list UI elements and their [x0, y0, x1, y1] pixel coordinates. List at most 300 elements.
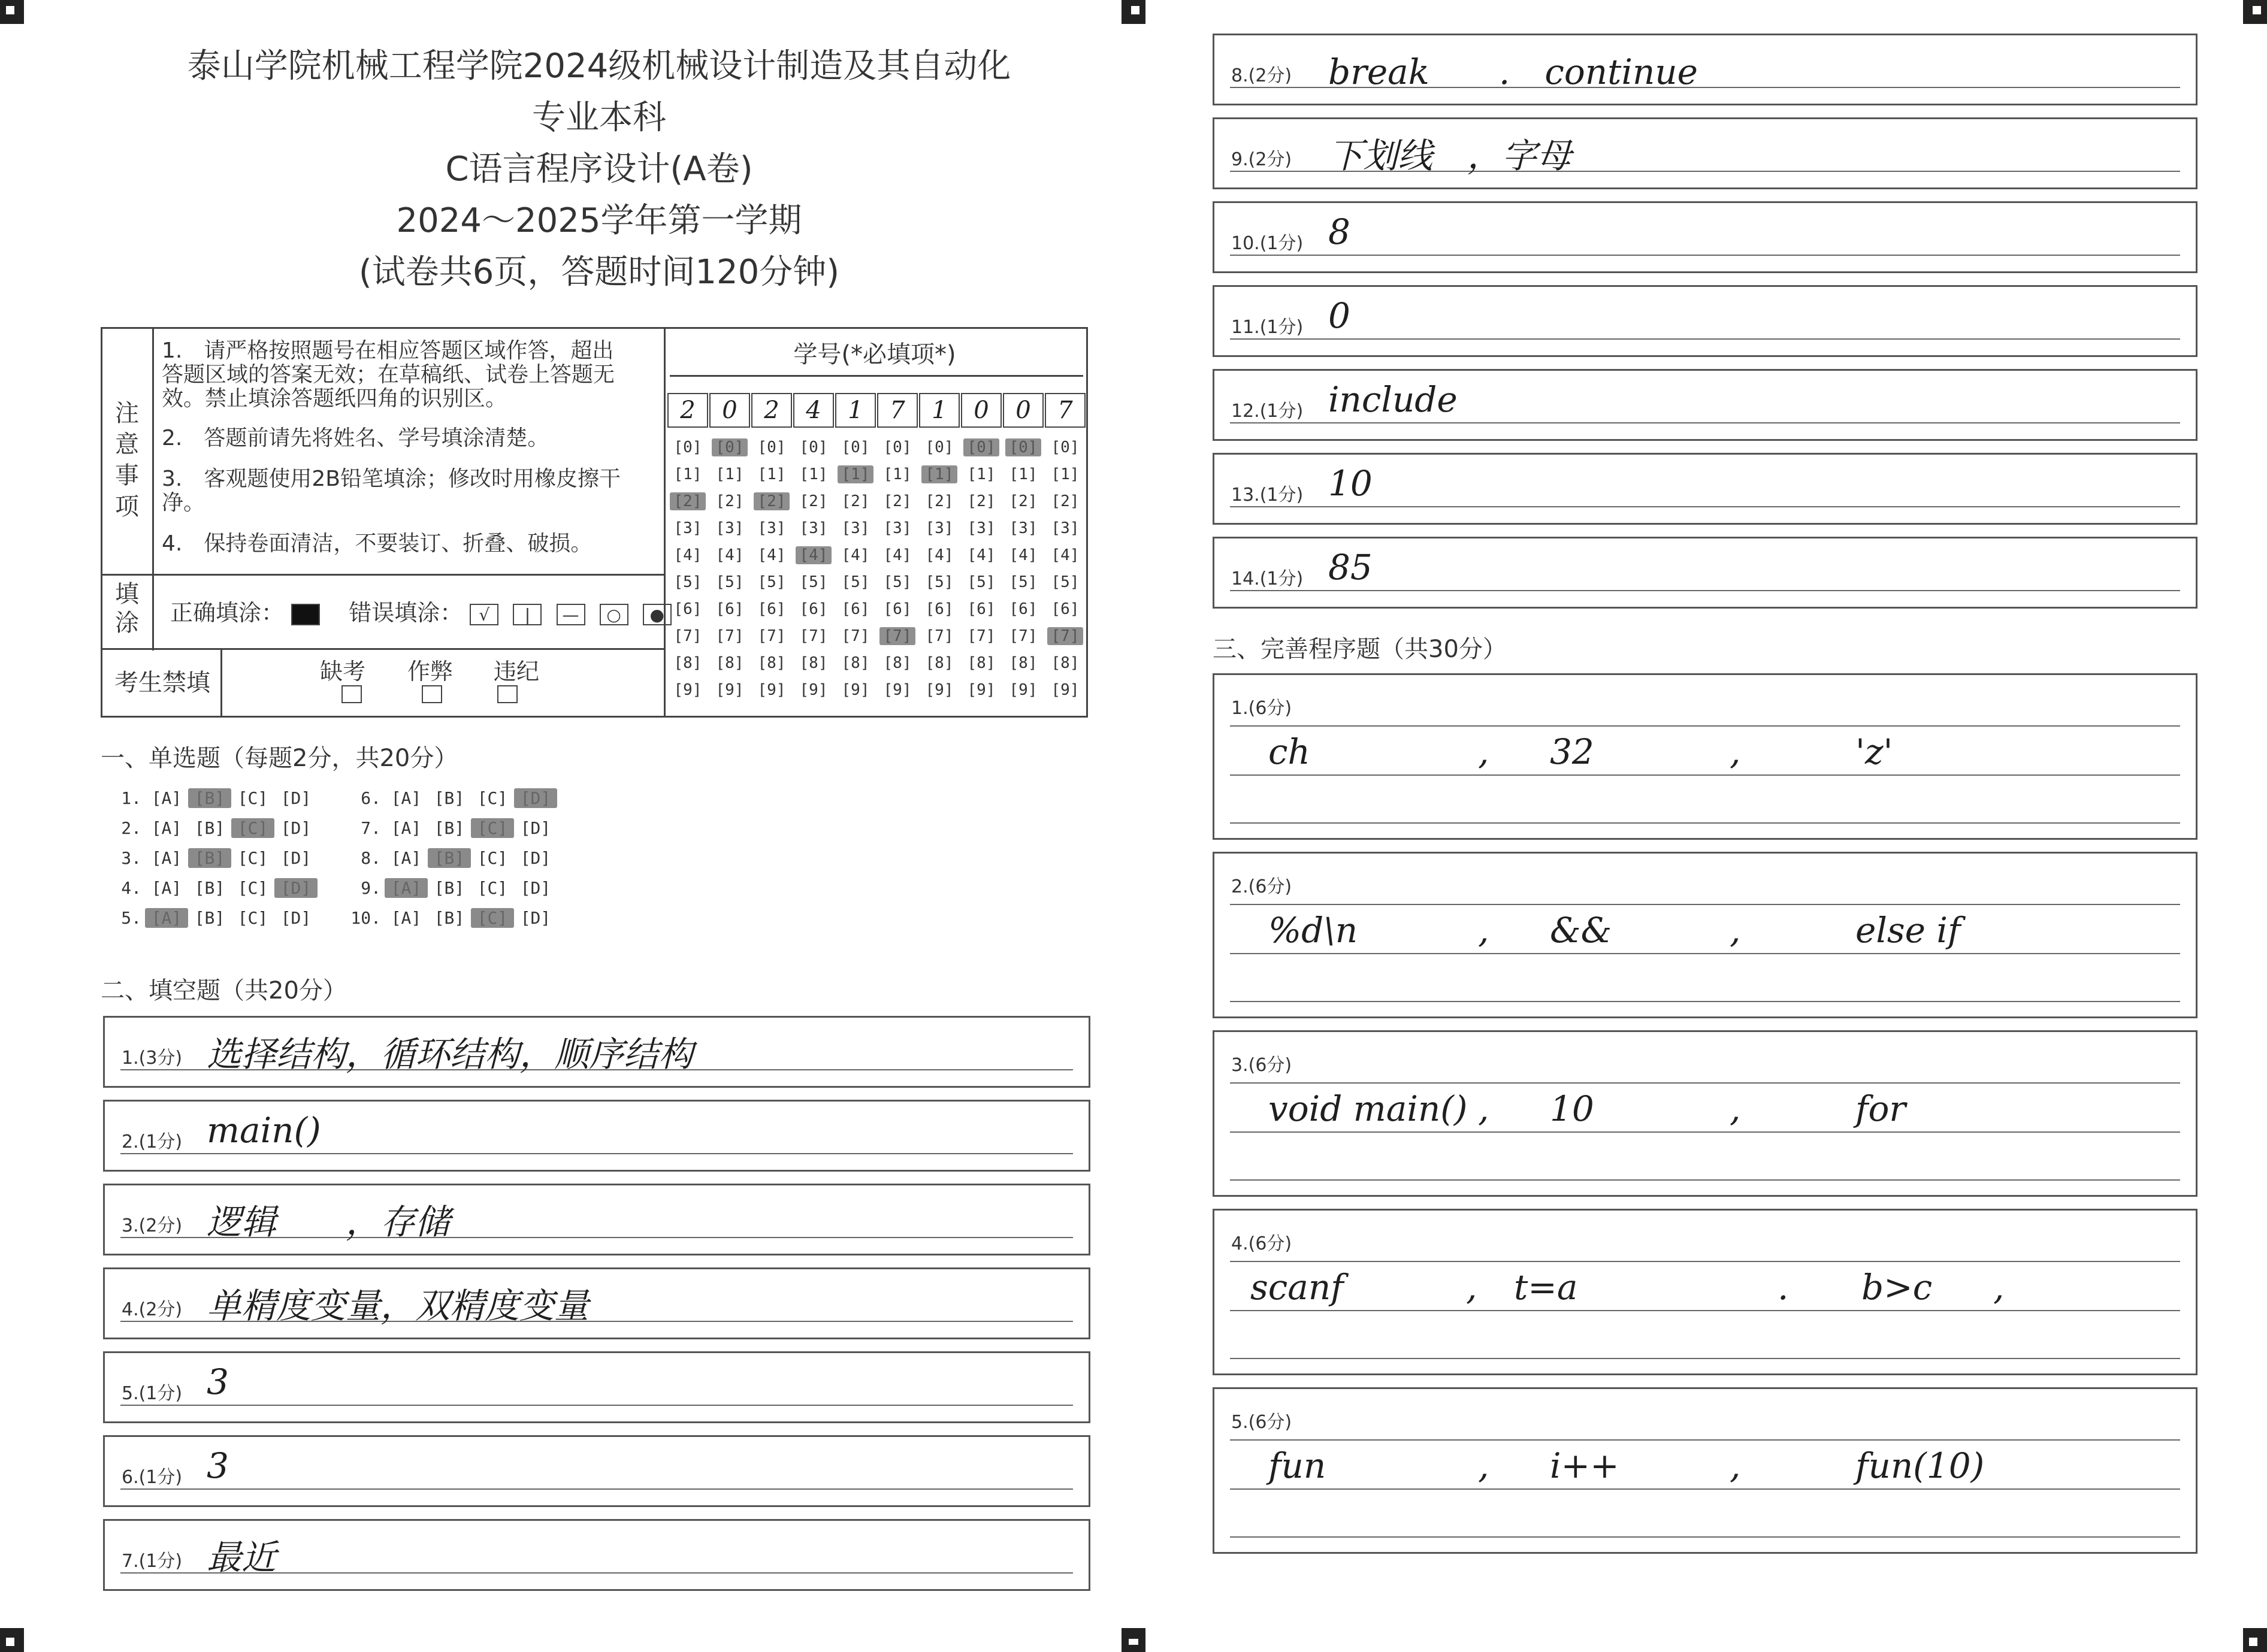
answer-line [1230, 1488, 2180, 1490]
choice-option-bubble[interactable]: [A] [151, 848, 182, 868]
fill-question-label: 11.(1分) [1231, 317, 1304, 338]
handwritten-answer: , [1730, 1088, 1741, 1129]
student-id-bubble[interactable]: [2] [670, 492, 706, 510]
answer-line [1230, 1082, 2180, 1084]
program-answer-box-3[interactable] [1213, 1030, 2198, 1197]
section3-title: 三、完善程序题（共30分） [1213, 636, 1507, 663]
student-id-bubble[interactable]: [0] [1005, 438, 1041, 456]
student-id-bubble[interactable]: [2] [967, 492, 996, 510]
handwritten-answer: fun(10) [1855, 1445, 1985, 1486]
exam-option-violation: 违纪 [494, 658, 540, 685]
student-id-bubble[interactable]: [7] [673, 627, 702, 645]
choice-option-bubble[interactable]: [D] [520, 878, 551, 898]
notice-label: 注意事项 [115, 400, 139, 521]
handwritten-answer: main() [207, 1110, 321, 1151]
handwritten-answer: 8 [1328, 211, 1350, 252]
student-id-title: 学号(*必填项*) [793, 341, 956, 368]
student-id-bubble[interactable]: [9] [715, 681, 744, 699]
student-id-bubble[interactable]: [0] [925, 438, 954, 456]
handwritten-answer: 3 [207, 1361, 229, 1402]
wrong-mark-check: √ [470, 604, 498, 625]
student-id-bubble[interactable]: [7] [799, 627, 828, 645]
student-id-bubble[interactable]: [5] [757, 573, 786, 591]
student-id-digit-cell: 2 [667, 393, 708, 428]
student-id-bubble[interactable]: [3] [799, 519, 828, 537]
student-id-bubble[interactable]: [2] [799, 492, 828, 510]
handwritten-answer: %d\n [1268, 910, 1358, 951]
handwritten-answer: 逻辑 ，存储 [207, 1202, 451, 1242]
student-id-bubble[interactable]: [3] [1009, 519, 1038, 537]
fill-question-label: 14.(1分) [1231, 568, 1304, 589]
student-id-bubble[interactable]: [4] [967, 546, 996, 564]
exam-title-line5: (试卷共6页，答题时间120分钟) [358, 253, 840, 292]
handwritten-answer: 单精度变量，双精度变量 [207, 1285, 590, 1326]
fill-answer-box-5[interactable] [103, 1351, 1090, 1423]
handwritten-answer: 3 [207, 1445, 229, 1486]
choice-option-bubble[interactable]: [B] [434, 878, 465, 898]
choice-option-bubble[interactable]: [C] [471, 818, 514, 838]
choice-option-bubble[interactable]: [C] [231, 818, 274, 838]
fill-question-label: 8.(2分) [1231, 65, 1292, 86]
student-id-bubble[interactable]: [4] [715, 546, 744, 564]
choice-question-7 [347, 818, 557, 838]
student-id-bubble[interactable]: [3] [715, 519, 744, 537]
answer-line [1230, 904, 2180, 905]
choice-question-6 [347, 788, 557, 808]
student-id-bubble[interactable]: [6] [1051, 600, 1080, 618]
handwritten-answer: scanf [1250, 1267, 1344, 1308]
student-id-bubble[interactable]: [2] [1009, 492, 1038, 510]
student-id-bubble[interactable]: [6] [841, 600, 870, 618]
wrong-mark-bar: | [513, 604, 542, 625]
student-id-bubble[interactable]: [1] [883, 465, 912, 483]
choice-option-bubble[interactable]: [B] [188, 788, 231, 808]
program-answer-box-5[interactable] [1213, 1387, 2198, 1554]
student-id-bubble[interactable]: [8] [967, 654, 996, 672]
program-answer-box-2[interactable] [1213, 852, 2198, 1018]
choice-option-bubble[interactable]: [D] [520, 908, 551, 928]
student-id-bubble[interactable]: [5] [841, 573, 870, 591]
correct-fill-mark [291, 604, 320, 625]
student-id-bubble[interactable]: [9] [925, 681, 954, 699]
student-id-bubble[interactable]: [8] [757, 654, 786, 672]
fill-answer-box-7[interactable] [103, 1519, 1090, 1591]
choice-option-bubble[interactable]: [B] [188, 848, 231, 868]
choice-question-9 [347, 878, 557, 898]
fill-answer-box-1[interactable] [103, 1016, 1090, 1088]
program-answer-box-4[interactable] [1213, 1209, 2198, 1375]
student-id-bubble[interactable]: [4] [841, 546, 870, 564]
student-id-bubble[interactable]: [0] [1051, 438, 1080, 456]
student-id-bubble[interactable]: [2] [754, 492, 790, 510]
student-id-bubble[interactable]: [2] [841, 492, 870, 510]
handwritten-answer: 选择结构，循环结构，顺序结构 [207, 1034, 694, 1075]
student-id-bubble[interactable]: [0] [712, 438, 748, 456]
student-id-bubble[interactable]: [1] [1009, 465, 1038, 483]
fill-answer-box-8[interactable] [1213, 34, 2198, 105]
question-number: 4. [121, 878, 141, 898]
student-id-bubble[interactable]: [6] [715, 600, 744, 618]
student-id-bubble[interactable]: [9] [1051, 681, 1080, 699]
exam-use-label: 考生禁填 [114, 669, 210, 697]
choice-option-bubble[interactable]: [B] [194, 878, 225, 898]
choice-option-bubble[interactable]: [A] [391, 788, 422, 808]
student-id-digit-cell: 7 [1045, 393, 1086, 428]
student-id-bubble[interactable]: [0] [963, 438, 999, 456]
answer-line [1230, 953, 2180, 954]
program-question-label: 2.(6分) [1231, 876, 1292, 897]
handwritten-answer: 85 [1328, 547, 1373, 588]
answer-line [1230, 1310, 2180, 1311]
student-id-bubble[interactable]: [7] [925, 627, 954, 645]
handwritten-answer: i++ [1550, 1445, 1619, 1486]
student-id-bubble[interactable]: [8] [1009, 654, 1038, 672]
notice-item-4: 4. 保持卷面清洁，不要装订、折叠、破损。 [162, 531, 593, 556]
student-id-bubble[interactable]: [7] [1047, 627, 1083, 645]
handwritten-answer: break . continue [1328, 52, 1698, 92]
absent-checkbox[interactable] [341, 685, 362, 703]
fill-question-label: 12.(1分) [1231, 401, 1304, 422]
fill-question-label: 4.(2分) [122, 1299, 183, 1320]
student-id-bubble[interactable]: [7] [841, 627, 870, 645]
choice-option-bubble[interactable]: [D] [280, 788, 312, 808]
choice-option-bubble[interactable]: [B] [434, 818, 465, 838]
student-id-bubble[interactable]: [1] [799, 465, 828, 483]
student-id-bubble[interactable]: [5] [925, 573, 954, 591]
answer-line [1230, 422, 2180, 423]
violation-checkbox[interactable] [497, 685, 518, 703]
choice-question-8 [347, 848, 557, 868]
answer-line [1230, 725, 2180, 727]
student-id-bubble[interactable]: [0] [841, 438, 870, 456]
choice-option-bubble[interactable]: [A] [391, 848, 422, 868]
answer-line [1230, 1001, 2180, 1002]
student-id-bubble[interactable]: [3] [757, 519, 786, 537]
student-id-bubble[interactable]: [7] [715, 627, 744, 645]
student-id-bubble[interactable]: [3] [841, 519, 870, 537]
question-number: 6. [361, 788, 381, 808]
student-id-bubble[interactable]: [9] [799, 681, 828, 699]
handwritten-answer: 'z' [1855, 731, 1893, 772]
answer-line [1230, 255, 2180, 256]
choice-option-bubble[interactable]: [D] [280, 848, 312, 868]
choice-question-1 [108, 788, 318, 808]
student-id-bubble[interactable]: [1] [921, 465, 957, 483]
student-id-bubble[interactable]: [0] [757, 438, 786, 456]
student-id-bubble[interactable]: [1] [757, 465, 786, 483]
choice-option-bubble[interactable]: [B] [434, 908, 465, 928]
student-id-bubble[interactable]: [3] [673, 519, 702, 537]
answer-line [1230, 822, 2180, 824]
wrong-mark-circle: ○ [600, 604, 628, 625]
handwritten-answer: 下划线 ，字母 [1328, 135, 1572, 176]
student-id-digit-cell: 1 [919, 393, 960, 428]
correct-fill-label: 正确填涂： [170, 600, 285, 626]
program-question-label: 1.(6分) [1231, 698, 1292, 719]
question-number: 2. [121, 818, 141, 838]
handwritten-answer: 0 [1328, 295, 1350, 336]
handwritten-answer: , [1478, 1088, 1489, 1129]
fill-question-label: 10.(1分) [1231, 233, 1304, 254]
choice-option-bubble[interactable]: [C] [471, 908, 514, 928]
student-id-bubble[interactable]: [6] [799, 600, 828, 618]
student-id-bubble[interactable]: [4] [1051, 546, 1080, 564]
choice-option-bubble[interactable]: [B] [428, 848, 471, 868]
choice-question-3 [108, 848, 318, 868]
choice-option-bubble[interactable]: [A] [151, 878, 182, 898]
fill-answer-box-14[interactable] [1213, 537, 2198, 609]
student-id-bubble[interactable]: [6] [967, 600, 996, 618]
fill-answer-box-10[interactable] [1213, 201, 2198, 273]
fill-answer-box-11[interactable] [1213, 285, 2198, 357]
choice-option-bubble[interactable]: [D] [280, 908, 312, 928]
notice-item-3: 3. 客观题使用2B铅笔填涂；修改时用橡皮擦干净。 [162, 467, 621, 515]
student-id-bubble[interactable]: [9] [841, 681, 870, 699]
choice-question-10 [347, 908, 557, 928]
handwritten-answer: && [1550, 910, 1612, 951]
student-id-bubble[interactable]: [8] [799, 654, 828, 672]
student-id-bubble[interactable]: [5] [799, 573, 828, 591]
student-id-bubble[interactable]: [1] [967, 465, 996, 483]
question-number: 3. [121, 848, 141, 868]
divider [670, 375, 1083, 377]
answer-line [120, 1153, 1073, 1154]
program-answer-box-1[interactable] [1213, 673, 2198, 840]
program-question-label: 3.(6分) [1231, 1055, 1292, 1076]
choice-option-bubble[interactable]: [C] [477, 848, 508, 868]
registration-mark-top-center [1122, 0, 1145, 24]
student-id-bubble[interactable]: [5] [673, 573, 702, 591]
fill-question-label: 3.(2分) [122, 1215, 183, 1236]
handwritten-answer: b>c [1861, 1267, 1933, 1308]
student-id-bubble[interactable]: [8] [673, 654, 702, 672]
section2-title: 二、填空题（共20分） [101, 977, 347, 1004]
divider [101, 574, 664, 576]
registration-mark-bottom-right [2243, 1628, 2267, 1652]
student-id-bubble[interactable]: [3] [925, 519, 954, 537]
student-id-bubble[interactable]: [8] [841, 654, 870, 672]
divider [664, 327, 666, 718]
answer-line [1230, 1131, 2180, 1133]
student-id-bubble[interactable]: [8] [925, 654, 954, 672]
choice-option-bubble[interactable]: [B] [434, 788, 465, 808]
handwritten-answer: 32 [1550, 731, 1594, 772]
student-id-bubble[interactable]: [6] [883, 600, 912, 618]
student-id-bubble[interactable]: [5] [1009, 573, 1038, 591]
notice-item-1: 1. 请严格按照题号在相应答题区域作答，超出答题区域的答案无效；在草稿纸、试卷上答题无效。禁止填涂答题纸四角的识别区。 [162, 338, 615, 411]
student-id-bubble[interactable]: [4] [1009, 546, 1038, 564]
answer-line [1230, 590, 2180, 591]
fill-question-label: 6.(1分) [122, 1467, 183, 1488]
fill-label: 填涂 [115, 580, 139, 637]
student-id-bubble[interactable]: [5] [967, 573, 996, 591]
choice-question-4 [108, 878, 318, 898]
student-id-bubble[interactable]: [9] [673, 681, 702, 699]
program-question-label: 4.(6分) [1231, 1233, 1292, 1254]
registration-mark-top-left [0, 0, 24, 24]
choice-option-bubble[interactable]: [C] [237, 788, 268, 808]
choice-option-bubble[interactable]: [D] [520, 818, 551, 838]
handwritten-answer: 最近 [207, 1537, 277, 1578]
student-id-bubble[interactable]: [4] [757, 546, 786, 564]
fill-answer-box-12[interactable] [1213, 369, 2198, 441]
answer-line [1230, 506, 2180, 507]
fill-answer-box-2[interactable] [103, 1100, 1090, 1172]
answer-line [1230, 1439, 2180, 1441]
student-id-bubble[interactable]: [0] [673, 438, 702, 456]
student-id-bubble[interactable]: [6] [1009, 600, 1038, 618]
fill-answer-box-6[interactable] [103, 1435, 1090, 1507]
student-id-bubble[interactable]: [2] [1051, 492, 1080, 510]
exam-title-line4: 2024～2025学年第一学期 [396, 201, 802, 240]
wrong-mark-dot: ● [643, 604, 672, 625]
fill-answer-box-13[interactable] [1213, 453, 2198, 525]
student-id-bubble[interactable]: [4] [796, 546, 832, 564]
handwritten-answer: else if [1855, 910, 1961, 951]
handwritten-answer: . [1778, 1267, 1789, 1308]
fill-answer-box-4[interactable] [103, 1267, 1090, 1339]
question-number: 9. [361, 878, 381, 898]
wrong-fill-label: 错误填涂： [349, 600, 463, 626]
student-id-bubble[interactable]: [1] [838, 465, 873, 483]
student-id-bubble[interactable]: [1] [715, 465, 744, 483]
student-id-bubble[interactable]: [2] [715, 492, 744, 510]
answer-line [1230, 1536, 2180, 1538]
student-id-bubble[interactable]: [8] [715, 654, 744, 672]
answer-line [1230, 1358, 2180, 1359]
student-id-bubble[interactable]: [6] [757, 600, 786, 618]
handwritten-answer: t=a [1514, 1267, 1578, 1308]
student-id-digit-cell: 4 [793, 393, 834, 428]
choice-option-bubble[interactable]: [D] [520, 848, 551, 868]
student-id-bubble[interactable]: [2] [925, 492, 954, 510]
answer-line [1230, 1261, 2180, 1262]
question-number: 7. [361, 818, 381, 838]
student-id-digit-cell: 1 [835, 393, 876, 428]
student-id-bubble[interactable]: [8] [883, 654, 912, 672]
choice-question-2 [108, 818, 318, 838]
program-question-label: 5.(6分) [1231, 1412, 1292, 1433]
student-id-bubble[interactable]: [9] [1009, 681, 1038, 699]
choice-option-bubble[interactable]: [D] [274, 878, 318, 898]
student-id-bubble[interactable]: [5] [715, 573, 744, 591]
handwritten-answer: , [1730, 910, 1741, 951]
handwritten-answer: , [1730, 731, 1741, 772]
choice-option-bubble[interactable]: [B] [194, 908, 225, 928]
handwritten-answer: include [1328, 379, 1458, 420]
divider [220, 648, 222, 718]
student-id-bubble[interactable]: [6] [925, 600, 954, 618]
choice-question-5 [108, 908, 318, 928]
handwritten-answer: void main() [1268, 1088, 1468, 1129]
student-id-bubble[interactable]: [9] [757, 681, 786, 699]
choice-option-bubble[interactable]: [A] [145, 908, 188, 928]
handwritten-answer: , [1466, 1267, 1477, 1308]
student-id-digit-cell: 0 [961, 393, 1002, 428]
student-id-bubble[interactable]: [1] [1051, 465, 1080, 483]
answer-line [1230, 774, 2180, 776]
student-id-bubble[interactable]: [0] [883, 438, 912, 456]
choice-option-bubble[interactable]: [A] [151, 818, 182, 838]
student-id-bubble[interactable]: [7] [879, 627, 915, 645]
handwritten-answer: , [1478, 910, 1489, 951]
handwritten-answer: , [1478, 731, 1489, 772]
student-id-bubble[interactable]: [5] [883, 573, 912, 591]
student-id-bubble[interactable]: [6] [673, 600, 702, 618]
question-number: 1. [121, 788, 141, 808]
choice-option-bubble[interactable]: [C] [477, 878, 508, 898]
wrong-mark-dash: — [557, 604, 585, 625]
student-id-bubble[interactable]: [7] [1009, 627, 1038, 645]
choice-option-bubble[interactable]: [D] [280, 818, 312, 838]
fill-question-label: 5.(1分) [122, 1383, 183, 1404]
student-id-digit-cell: 7 [877, 393, 918, 428]
notice-item-2: 2. 答题前请先将姓名、学号填涂清楚。 [162, 426, 549, 450]
divider [101, 648, 664, 650]
choice-option-bubble[interactable]: [D] [514, 788, 557, 808]
student-id-bubble[interactable]: [4] [883, 546, 912, 564]
student-id-bubble[interactable]: [7] [757, 627, 786, 645]
question-number: 5. [121, 908, 141, 928]
choice-option-bubble[interactable]: [C] [237, 848, 268, 868]
handwritten-answer: 10 [1550, 1088, 1594, 1129]
exam-title-line2: 专业本科 [532, 98, 666, 137]
handwritten-answer: , [1993, 1267, 2005, 1308]
answer-line [1230, 338, 2180, 340]
choice-option-bubble[interactable]: [C] [477, 788, 508, 808]
student-id-bubble[interactable]: [3] [967, 519, 996, 537]
question-number: 10. [350, 908, 381, 928]
registration-mark-bottom-left [0, 1628, 24, 1652]
handwritten-answer: for [1855, 1088, 1906, 1129]
choice-option-bubble[interactable]: [A] [385, 878, 428, 898]
question-number: 8. [361, 848, 381, 868]
choice-option-bubble[interactable]: [C] [237, 908, 268, 928]
section1-title: 一、单选题（每题2分，共20分） [101, 745, 458, 772]
student-id-bubble[interactable]: [0] [799, 438, 828, 456]
handwritten-answer: , [1730, 1445, 1741, 1486]
handwritten-answer: ch [1268, 731, 1310, 772]
cheating-checkbox[interactable] [422, 685, 442, 703]
student-id-bubble[interactable]: [9] [967, 681, 996, 699]
student-id-bubble[interactable]: [4] [673, 546, 702, 564]
choice-option-bubble[interactable]: [C] [237, 878, 268, 898]
student-id-bubble[interactable]: [4] [925, 546, 954, 564]
student-id-bubble[interactable]: [5] [1051, 573, 1080, 591]
fill-answer-box-3[interactable] [103, 1184, 1090, 1255]
student-id-bubble[interactable]: [1] [673, 465, 702, 483]
answer-line [120, 1488, 1073, 1490]
choice-option-bubble[interactable]: [A] [151, 788, 182, 808]
exam-option-absent: 缺考 [320, 658, 366, 685]
student-id-bubble[interactable]: [9] [883, 681, 912, 699]
fill-question-label: 2.(1分) [122, 1131, 183, 1152]
fill-answer-box-9[interactable] [1213, 117, 2198, 189]
student-id-digit-cell: 0 [1003, 393, 1044, 428]
student-id-digit-cell: 0 [709, 393, 750, 428]
choice-option-bubble[interactable]: [A] [391, 908, 422, 928]
student-id-bubble[interactable]: [3] [1051, 519, 1080, 537]
choice-option-bubble[interactable]: [A] [391, 818, 422, 838]
choice-option-bubble[interactable]: [B] [194, 818, 225, 838]
student-id-bubble[interactable]: [3] [883, 519, 912, 537]
exam-title-line1: 泰山学院机械工程学院2024级机械设计制造及其自动化 [187, 47, 1011, 86]
student-id-bubble[interactable]: [7] [967, 627, 996, 645]
student-id-bubble[interactable]: [2] [883, 492, 912, 510]
handwritten-answer: , [1478, 1445, 1489, 1486]
student-id-bubble[interactable]: [8] [1051, 654, 1080, 672]
answer-line [120, 1405, 1073, 1406]
